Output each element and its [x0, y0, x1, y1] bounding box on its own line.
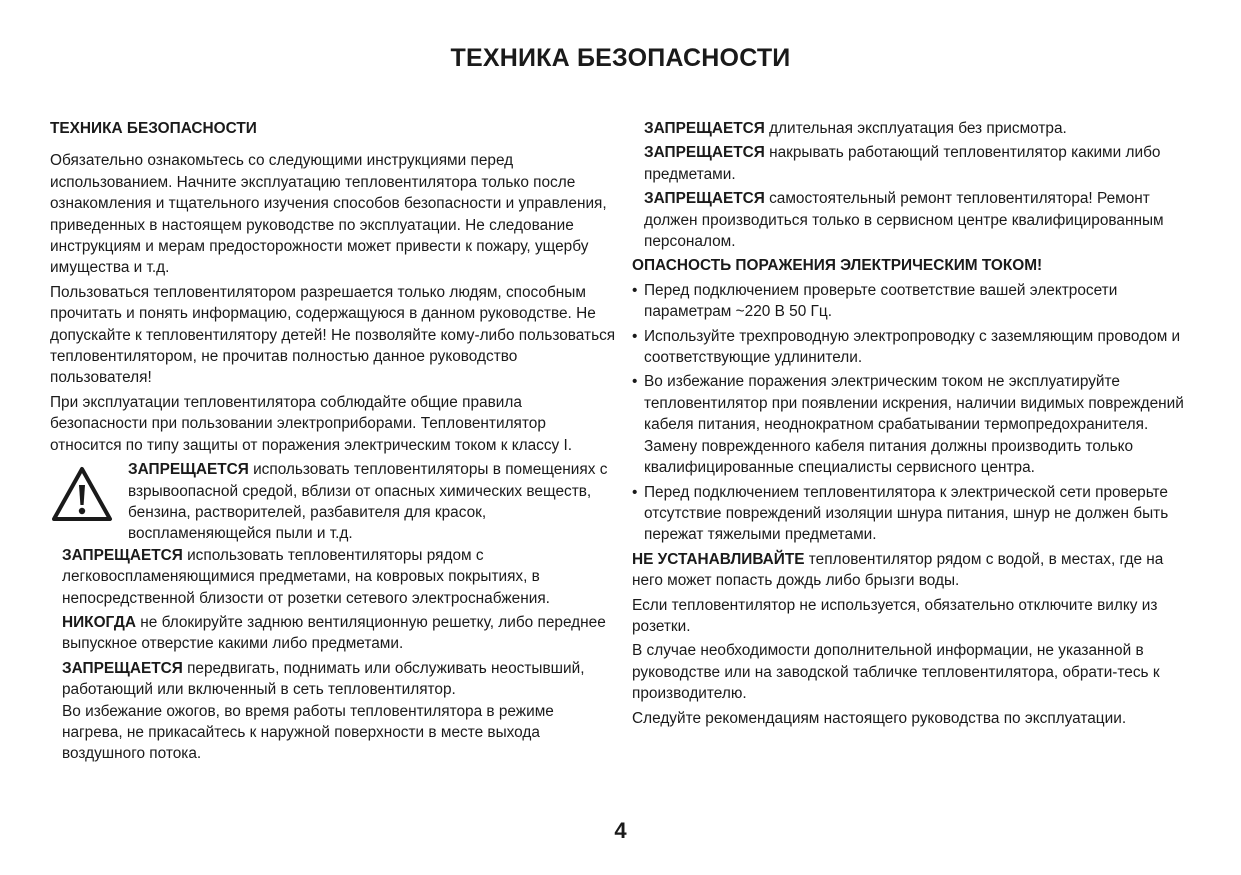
- paragraph-intro: Обязательно ознакомьтесь со следующими инструкциями перед использованием. Начните эксплуатацию тепловентилятора только после ознакомления и тщательного изучения способов безопасности и управления, приведенных в настоящем руководстве по эксплуатации. Не следование инструкциям и мерам предосторожности может привести к пожару, ущербу имущества и т.д.: [50, 152, 607, 277]
- paragraph-rules: При эксплуатации тепловентилятора соблюдайте общие правила безопасности при пользовании электроприборами. Тепловентилятор относится по типу защиты от поражения электрическим током к классу I.: [50, 393, 573, 454]
- paragraph-unplug: Если тепловентилятор не используется, обязательно отключите вилку из розетки.: [632, 596, 1158, 635]
- bullet-sparking: • Во избежание поражения электрическим током не эксплуатируйте тепловентилятор при появлении искрения, наличии видимых повреждений кабеля питания, неоднократном срабатывании термопредохранителя. Замену поврежденного кабеля питания должны производить только квалифицированные специалисты сервисного центра.: [632, 373, 1184, 477]
- warning-text: [128, 459, 616, 545]
- bullet-wiring: • Используйте трехпроводную электропроводку с заземляющим проводом и соответствующие удлинители.: [632, 327, 1181, 367]
- left-column: [50, 118, 616, 768]
- rule-covering: ЗАПРЕЩАЕТСЯ накрывать работающий тепловентилятор какими либо предметами.: [644, 144, 1161, 183]
- page-number: 4: [614, 818, 627, 843]
- warning-icon: [50, 459, 128, 545]
- rule-blocking: НИКОГДА не блокируйте заднюю вентиляционную решетку, либо переднее выпускное отверстие какими либо предметами.: [62, 613, 606, 653]
- rule-water: НЕ УСТАНАВЛИВАЙТЕ тепловентилятор рядом с водой, в местах, где на него может попасть дождь либо брызги воды.: [632, 550, 1164, 590]
- rule-flammable: ЗАПРЕЩАЕТСЯ использовать тепловентиляторы рядом с легковоспламеняющимися предметами, на ковровых покрытиях, в непосредственной близости от розетки сетевого электроснабжения.: [62, 546, 550, 607]
- bullet-cord: • Перед подключением тепловентилятора к электрической сети проверьте отсутствие повреждений изоляции шнура питания, шнур не должен быть пережат тяжелыми предметами.: [632, 483, 1169, 544]
- electric-shock-heading: ОПАСНОСТЬ ПОРАЖЕНИЯ ЭЛЕКТРИЧЕСКИМ ТОКОМ!: [632, 257, 1043, 275]
- warning-label: ЗАПРЕЩАЕТСЯ: [128, 461, 249, 479]
- page-title: ТЕХНИКА БЕЗОПАСНОСТИ: [450, 44, 791, 72]
- warning-body: использовать тепловентиляторы в помещениях с взрывоопасной средой, вблизи от опасных химических веществ, бензина, растворителей, разбавителя для красок, воспламеняющейся пыли и т.д.: [128, 461, 608, 543]
- bullet-voltage: • Перед подключением проверьте соответствие вашей электросети параметрам ~220 В 50 Гц.: [632, 281, 1118, 321]
- rule-unattended: ЗАПРЕЩАЕТСЯ длительная эксплуатация без присмотра.: [644, 120, 1067, 137]
- rule-repair: ЗАПРЕЩАЕТСЯ самостоятельный ремонт тепловентилятора! Ремонт должен производиться только в сервисном центре квалифицированным персоналом.: [644, 190, 1164, 251]
- section-heading: ТЕХНИКА БЕЗОПАСНОСТИ: [50, 120, 257, 137]
- warning-block: [50, 459, 616, 545]
- right-column: [632, 118, 1197, 732]
- paragraph-follow: Следуйте рекомендациям настоящего руководства по эксплуатации.: [632, 709, 1127, 727]
- rule-moving: ЗАПРЕЩАЕТСЯ передвигать, поднимать или обслуживать неостывший, работающий или включенный в сеть тепловентилятор.: [62, 659, 585, 699]
- paragraph-users: Пользоваться тепловентилятором разрешается только людям, способным прочитать и понять информацию, содержащуюся в данном руководстве. Не допускайте к тепловентилятору детей! Не позволяйте кому-либо пользоваться тепловентилятором, не прочитав полностью данное руководство пользователя!: [50, 283, 616, 387]
- paragraph-info: В случае необходимости дополнительной информации, не указанной в руководстве или на заводской табличке тепловентилятора, обрати-тесь к производителю.: [632, 642, 1160, 703]
- rule-burns: Во избежание ожогов, во время работы тепловентилятора в режиме нагрева, не прикасайтесь к наружной поверхности в месте выхода воздушного потока.: [62, 702, 554, 763]
